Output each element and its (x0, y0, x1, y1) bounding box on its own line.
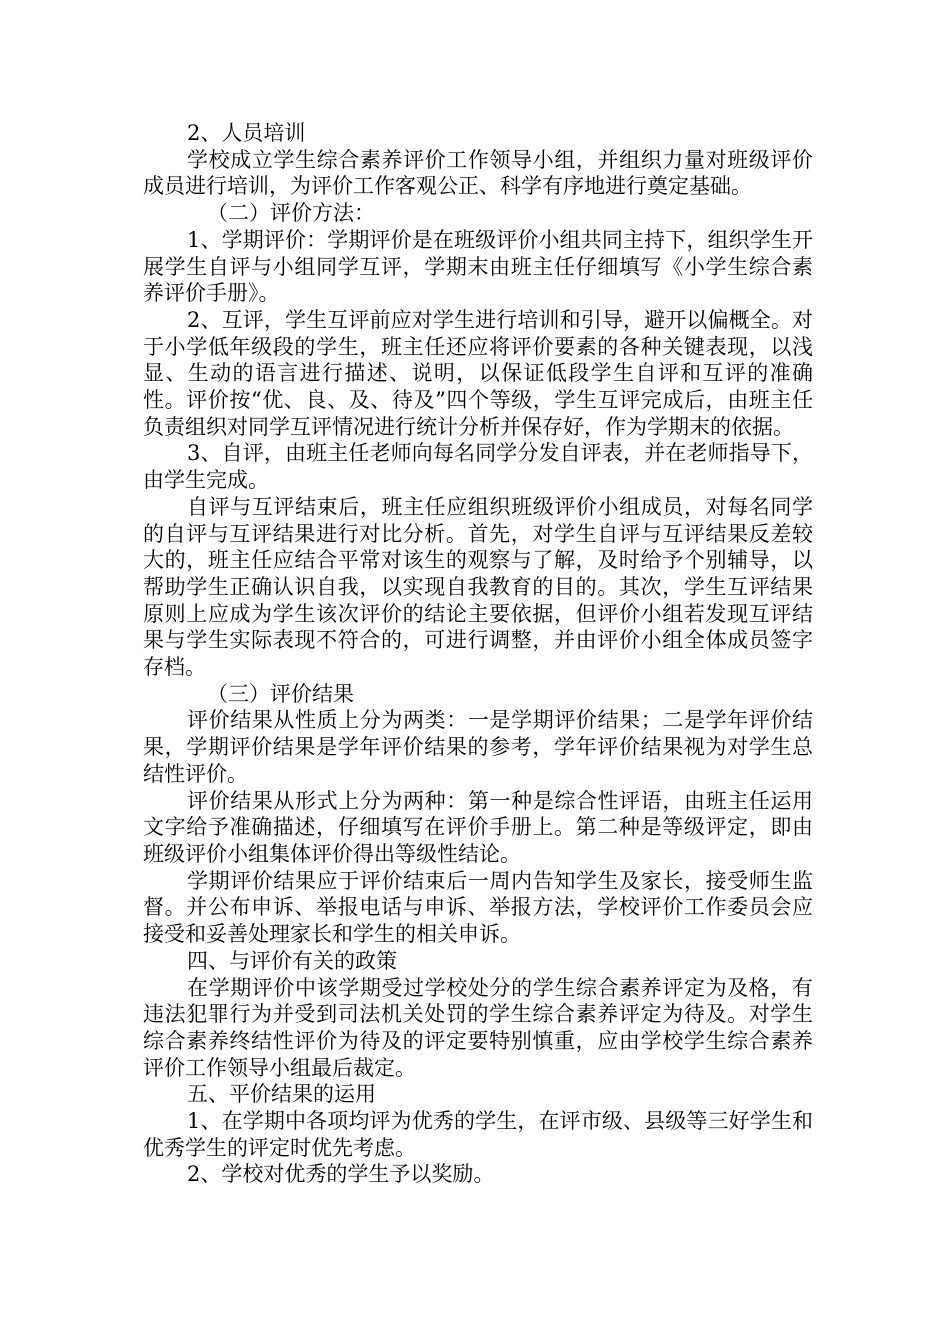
paragraph: 1、在学期中各项均评为优秀的学生，在评市级、县级等三好学生和优秀学生的评定时优先考虑。 (143, 1109, 813, 1160)
paragraph: 学校成立学生综合素养评价工作领导小组，并组织力量对班级评价成员进行培训，为评价工作客观公正、科学有序地进行奠定基础。 (143, 147, 813, 199)
paragraph: 评价结果从形式上分为两种：第一种是综合性评语，由班主任运用文字给予准确描述，仔细填写在评价手册上。第二种是等级评定，即由班级评价小组集体评价得出等级性结论。 (143, 788, 813, 866)
heading-personnel-training: 2、人员培训 (187, 121, 306, 145)
paragraph: 自评与互评结束后，班主任应组织班级评价小组成员，对每名同学的自评与互评结果进行对比分析。首先，对学生自评与互评结果反差较大的，班主任应结合平常对该生的观察与了解，及时给予个别辅导，以帮助学生正确认识自我，以实现自我教育的目的。其次，学生互评结果原则上应成为学生该次评价的结论主要依据，但评价小组若发现互评结果与学生实际表现不符合的，可进行调整，并由评价小组全体成员签字存档。 (143, 494, 813, 680)
heading-evaluation-method: （二）评价方法： (207, 201, 375, 226)
paragraph: 2、学校对优秀的学生予以奖励。 (187, 1162, 495, 1187)
heading-related-policy: 四、与评价有关的政策 (187, 948, 397, 973)
paragraph: 3、自评，由班主任老师向每名同学分发自评表，并在老师指导下，由学生完成。 (143, 441, 813, 493)
heading-result-application: 五、平价结果的运用 (187, 1082, 376, 1107)
paragraph: 1、学期评价：学期评价是在班级评价小组共同主持下，组织学生开展学生自评与小组同学互评，学期末由班主任仔细填写《小学生综合素养评价手册》。 (143, 227, 813, 306)
paragraph: 评价结果从性质上分为两类：一是学期评价结果；二是学年评价结果，学期评价结果是学年评价结果的参考，学年评价结果视为对学生总结性评价。 (143, 708, 813, 786)
paragraph: 2、互评，学生互评前应对学生进行培训和引导，避开以偏概全。对于小学低年级段的学生，班主任还应将评价要素的各种关键表现，以浅显、生动的语言进行描述、说明，以保证低段学生自评和互评的准确性。评价按“优、良、及、待及”四个等级，学生互评完成后，由班主任负责组织对同学互评情况进行统计分析并保存好，作为学期末的依据。 (143, 307, 813, 439)
heading-evaluation-results: （三）评价结果 (207, 681, 354, 706)
document-body (143, 120, 813, 1188)
paragraph: 在学期评价中该学期受过学校处分的学生综合素养评定为及格，有违法犯罪行为并受到司法机关处罚的学生综合素养评定为待及。对学生综合素养终结性评价为待及的评定要特别慎重，应由学校学生综合素养评价工作领导小组最后裁定。 (143, 975, 813, 1080)
paragraph: 学期评价结果应于评价结束后一周内告知学生及家长，接受师生监督。并公布申诉、举报电话与申诉、举报方法，学校评价工作委员会应接受和妥善处理家长和学生的相关申诉。 (143, 868, 813, 947)
